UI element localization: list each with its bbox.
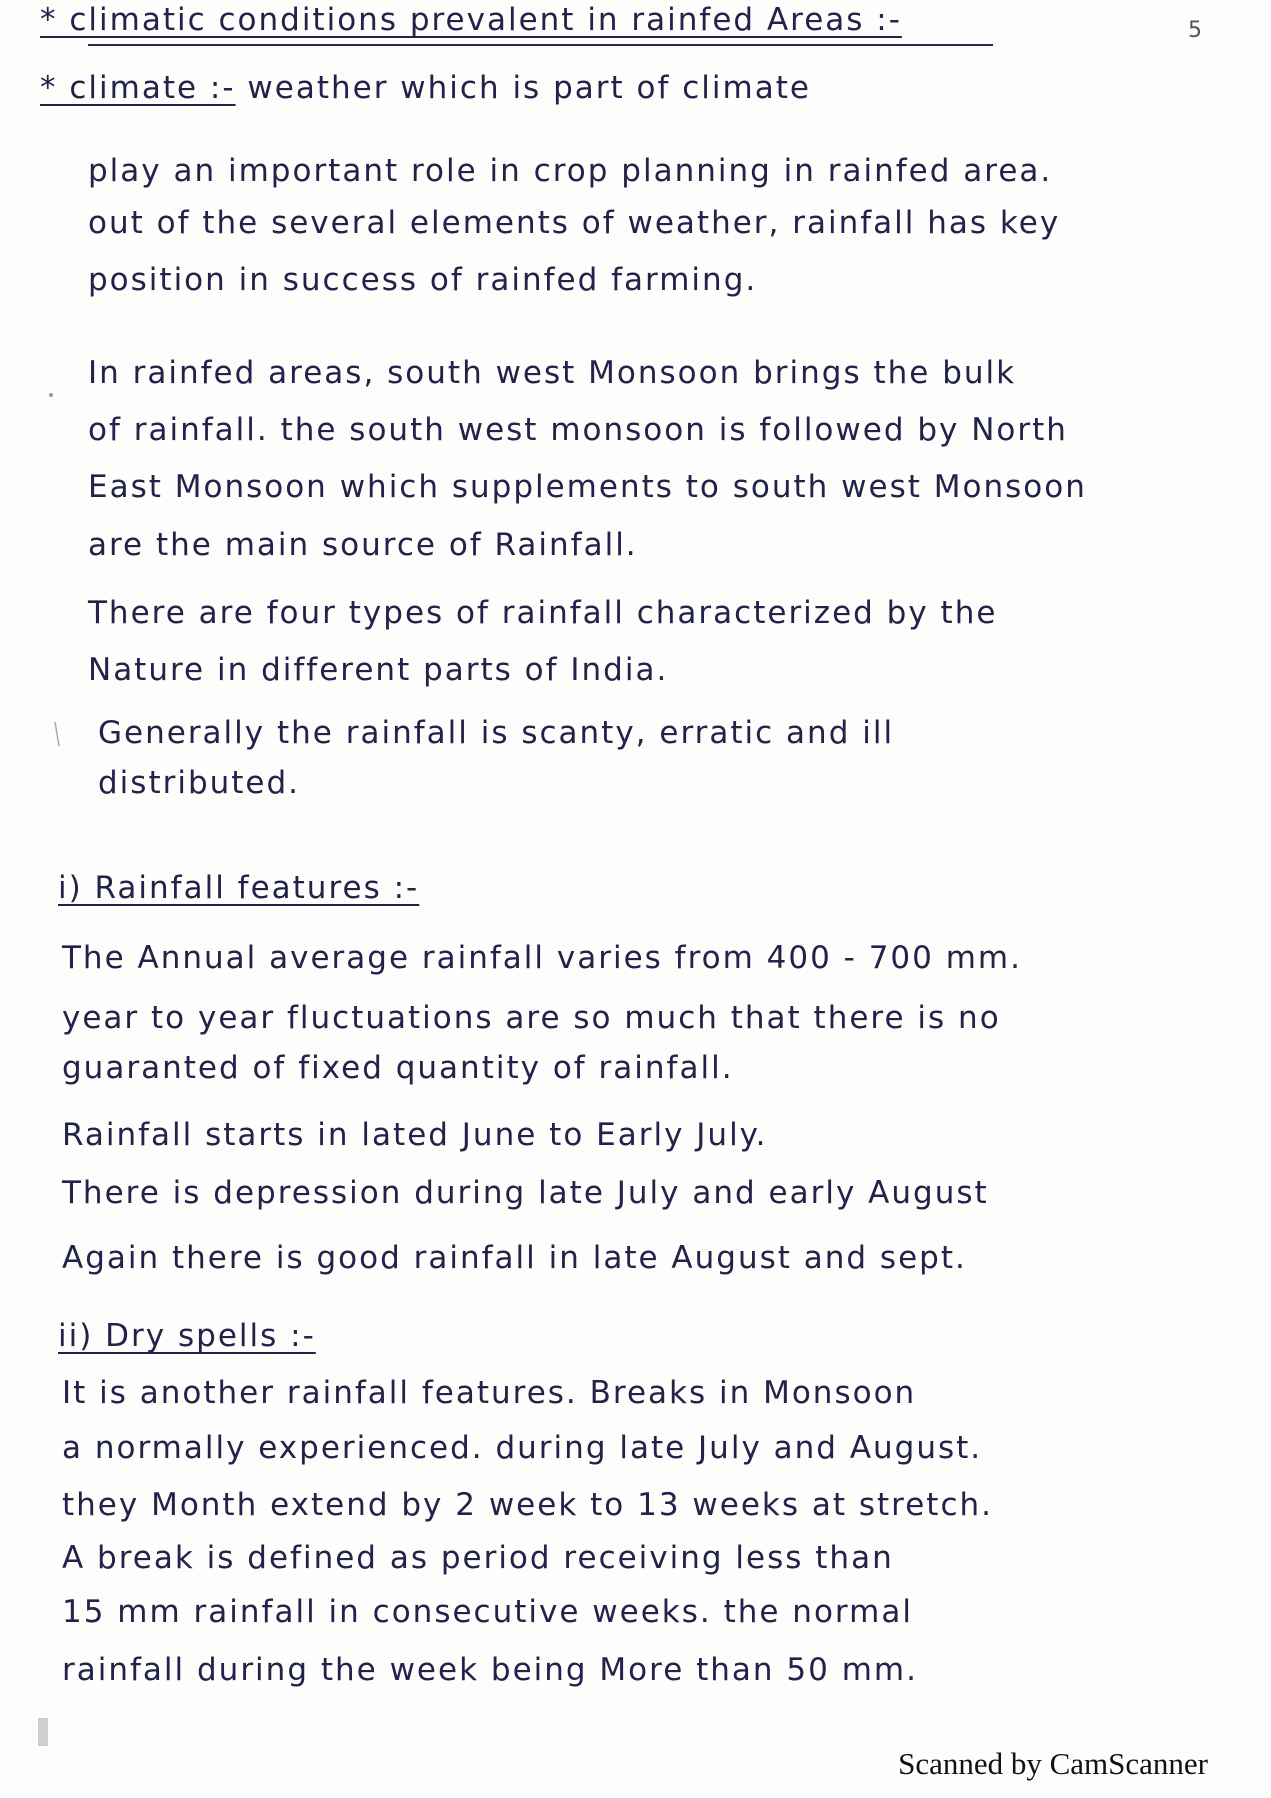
section2-line-2: a normally experienced. during late July and August. <box>62 1430 983 1466</box>
margin-tick <box>52 720 62 750</box>
climate-heading: * climate :- <box>40 70 236 106</box>
section2-heading <box>58 1318 316 1354</box>
section1-line-6: Again there is good rainfall in late August and sept. <box>62 1240 967 1276</box>
climate-line-2: play an important role in crop planning in rainfed area. <box>88 153 1053 189</box>
climate-line-1 <box>40 70 811 106</box>
section2-heading-text: ii) Dry spells :- <box>58 1318 316 1354</box>
page-title <box>40 2 902 38</box>
page-title-text: * climatic conditions prevalent in rainfed Areas :- <box>40 2 902 38</box>
margin-dot <box>46 390 56 400</box>
monsoon-line-4: are the main source of Rainfall. <box>88 527 638 563</box>
monsoon-line-3: East Monsoon which supplements to south west Monsoon <box>88 469 1087 505</box>
types-line-2: Nature in different parts of India. <box>88 652 669 688</box>
section1-heading <box>58 870 419 906</box>
climate-text: weather which is part of climate <box>247 70 811 106</box>
scanner-watermark: Scanned by CamScanner <box>898 1746 1208 1781</box>
monsoon-line-1: In rainfed areas, south west Monsoon brings the bulk <box>88 355 1017 391</box>
section2-line-5: 15 mm rainfall in consecutive weeks. the normal <box>62 1594 913 1630</box>
section2-line-4: A break is defined as period receiving less than <box>62 1540 894 1576</box>
section1-line-4: Rainfall starts in lated June to Early July. <box>62 1117 768 1153</box>
section2-line-3: they Month extend by 2 week to 13 weeks at stretch. <box>62 1487 994 1523</box>
climate-line-3: out of the several elements of weather, rainfall has key <box>88 205 1061 241</box>
monsoon-line-2: of rainfall. the south west monsoon is followed by North <box>88 412 1068 448</box>
section1-line-5: There is depression during late July and early August <box>62 1175 989 1211</box>
section2-line-1: It is another rainfall features. Breaks in Monsoon <box>62 1375 917 1411</box>
section1-line-2: year to year fluctuations are so much that there is no <box>62 1000 1001 1036</box>
climate-line-4: position in success of rainfed farming. <box>88 262 758 298</box>
section1-heading-text: i) Rainfall features :- <box>58 870 420 906</box>
types-line-3: Generally the rainfall is scanty, erratic and ill <box>98 715 895 751</box>
section2-line-6: rainfall during the week being More than 50 mm. <box>62 1652 918 1688</box>
types-line-1: There are four types of rainfall characterized by the <box>88 595 998 631</box>
section1-line-3: guaranted of fixed quantity of rainfall. <box>62 1050 734 1086</box>
section1-line-1: The Annual average rainfall varies from 400 - 700 mm. <box>62 940 1022 976</box>
title-underline <box>88 44 993 46</box>
page-number: 5 <box>1188 18 1202 43</box>
types-line-4: distributed. <box>98 765 301 801</box>
scan-edge-shadow <box>38 1718 48 1746</box>
